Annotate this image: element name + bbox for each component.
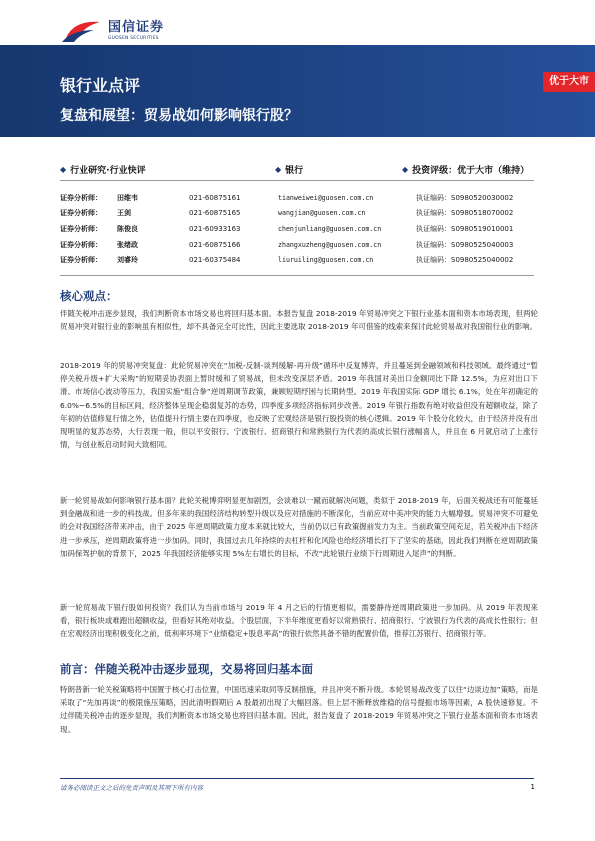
meta-category <box>60 163 146 176</box>
guosen-logo-icon <box>60 16 104 46</box>
rating-tag: 优于大市 <box>543 72 595 92</box>
analyst-email[interactable]: chenjunliang@guosen.com.cn <box>278 224 382 233</box>
page-number: 1 <box>530 783 535 791</box>
analyst-role: 证券分析师： <box>60 224 102 233</box>
analyst-email[interactable]: tianweiwei@guosen.com.cn <box>278 193 374 202</box>
analyst-name: 张绪政 <box>117 240 138 249</box>
meta-category-text: 行业研究·行业快评 <box>70 166 146 176</box>
analyst-divider <box>60 275 534 276</box>
analyst-row <box>60 190 540 206</box>
paragraph-review-2018-2019: 2018-2019 年的贸易冲突复盘：此轮贸易冲突在“加税-反制-谈判缓解-再升级”循环中反复博弈，并且蔓延到金融领域和科技领域。最终通过“暂停关税升级+扩大采购”的短期妥协表面上暂时缓和了贸易战，但未改变深层矛盾。2019 年我国对美出口金额同比下降 12.5%，为应对出口下滑、市场信心波动等压力，我国实施“组合拳”逆周期调节政策，兼顾短期纾困与长期转型。2019 年我国实际 GDP 增长 6.1%，处在年初确定的 6.0%~6.5%的目标区间，经济整体呈现企稳弱复苏的态势，四季度多项经济指标同步改善。2019 年银行指数有绝对收益但没有超额收益，除了年初的估值修复行情之外，估值提升行情主要在四季度，也反映了宏观经济是银行股投资的核心逻辑。2019 年个股分化较大，由于经济并没有出现明显的复苏态势，大行表现一般，但以平安银行、宁波银行、招商银行和常熟银行为代表的高成长银行涨幅喜人，并且在 6 月就启动了上涨行情，与创业板启动时间大致相同。 <box>60 361 538 450</box>
paragraph-preface: 特朗普新一轮关税策略将中国置于核心打击位置，中国迅速采取同等反制措施，并且冲突不断升级。本轮贸易战改变了以往“边谈边加”策略，而是采取了“先加再谈”的极限施压策略，因此清明假期后 A 股最初出现了大幅回落。但上层不断释放维稳的信号提振市场等因素，A 股快速修复。不过伴随关税冲击的逐步显现，我们判断资本市场交易也将回归基本面。因此，报告复盘了 2018-2019 年贸易冲突之下银行业基本面和资本市场表现。 <box>60 685 538 734</box>
report-type: 银行业点评 <box>60 76 141 95</box>
analyst-name: 陈俊良 <box>117 224 138 233</box>
analyst-code: 执证编码：S0980525040003 <box>416 240 514 249</box>
report-title: 复盘和展望：贸易战如何影响银行股？ <box>60 108 298 124</box>
analyst-phone: 021-60875165 <box>189 209 241 218</box>
analyst-code: 执证编码：S0980518070002 <box>416 209 514 218</box>
guosen-logo <box>60 14 164 48</box>
diamond-icon: ◆ <box>402 165 409 174</box>
meta-rating <box>402 163 529 176</box>
footer-divider <box>60 778 534 779</box>
analyst-email[interactable]: wangjian@guosen.com.cn <box>278 209 366 218</box>
analyst-phone: 021-60375484 <box>189 256 241 265</box>
meta-sector <box>275 163 303 176</box>
analyst-row <box>60 252 540 268</box>
analyst-table <box>60 190 540 268</box>
logo-cn-text: 国信证券 <box>108 19 165 35</box>
analyst-role: 证券分析师： <box>60 240 102 249</box>
analyst-name: 刘睿玲 <box>117 256 138 265</box>
logo-en-text: GUOSEN SECURITIES <box>108 35 159 41</box>
analyst-email[interactable]: zhangxuzheng@guosen.com.cn <box>278 240 382 249</box>
analyst-phone: 021-60933163 <box>189 224 241 233</box>
analyst-code: 执证编码：S0980525040002 <box>416 256 514 265</box>
title-banner <box>0 45 595 137</box>
analyst-row <box>60 206 540 222</box>
analyst-phone: 021-60875161 <box>189 193 241 202</box>
key-points-heading: 核心观点： <box>60 289 118 303</box>
diamond-icon: ◆ <box>60 165 67 174</box>
analyst-row <box>60 221 540 237</box>
footer-disclaimer: 请务必阅读正文之后的免责声明及其项下所有内容 <box>60 784 203 792</box>
meta-rating-text: 投资评级：优于大市（维持） <box>412 166 530 176</box>
analyst-role: 证券分析师： <box>60 256 102 265</box>
analyst-role: 证券分析师： <box>60 193 102 202</box>
analyst-name: 田维韦 <box>117 193 138 202</box>
analyst-role: 证券分析师： <box>60 209 102 218</box>
analyst-row <box>60 237 540 253</box>
analyst-phone: 021-60875166 <box>189 240 241 249</box>
paragraph-investment: 新一轮贸易战下银行股如何投资？我们认为当前市场与 2019 年 4 月之后的行情更相似，需要静待逆周期政策进一步加码。从 2019 年表现来看，银行板块或难跑出超额收益，但看好其绝对收益。个股层面，下半年维度更看好以常熟银行、招商银行、宁波银行为代表的高成长性银行；但在宏观经济出现积极变化之前，低利率环境下“业绩稳定+股息率高”的银行依然具备不错的配置价值，推荐江苏银行、招商银行等。 <box>60 603 538 639</box>
analyst-code: 执证编码：S0980520030002 <box>416 193 514 202</box>
diamond-icon: ◆ <box>275 165 282 174</box>
meta-divider <box>60 180 534 181</box>
paragraph-fundamentals: 新一轮贸易战如何影响银行基本面？此轮关税博弈明显更加剧烈，会谈难以一蹴而就解决问题，类似于 2018-2019 年，后面关税战还有可能蔓延到金融战和进一步的科技战。但多年来的我国经济结构转型升级以及应对措施的不断深化，当前应对中美冲突的能力大幅增强。贸易冲突不可避免的会对我国经济带来冲击，由于 2025 年逆周期政策力度本来就比较大，当前仍以已有政策握前发力为主。当前政策空间充足，若关税冲击下经济进一步承压，逆周期政策将进一步加码。同时，我国过去几年持续的去杠杆和化风险也给经济增长打下了坚实的基础，因此我们判断在逆周期政策加码保驾护航的背景下，2025 年我国经济能够实现 5%左右增长的目标，不改“此轮银行业绩下行周期进入尾声”的判断。 <box>60 496 538 558</box>
analyst-name: 王剑 <box>117 209 131 218</box>
analyst-email[interactable]: liuruiling@guosen.com.cn <box>278 256 374 265</box>
paragraph-intro: 伴随关税冲击逐步显现，我们判断资本市场交易也将回归基本面。本报告复盘 2018-2019 年贸易冲突之下银行业基本面和资本市场表现，但两轮贸易冲突对银行业的影响虽有相似性，却不具备完全可比性，因此主要选取 2018-2019 年可借鉴的线索来探讨此轮贸易战对我国银行业的影响。 <box>60 309 538 332</box>
meta-sector-text: 银行 <box>285 166 304 176</box>
analyst-code: 执证编码：S0980519010001 <box>416 224 514 233</box>
preface-heading: 前言：伴随关税冲击逐步显现，交易将回归基本面 <box>60 662 313 676</box>
